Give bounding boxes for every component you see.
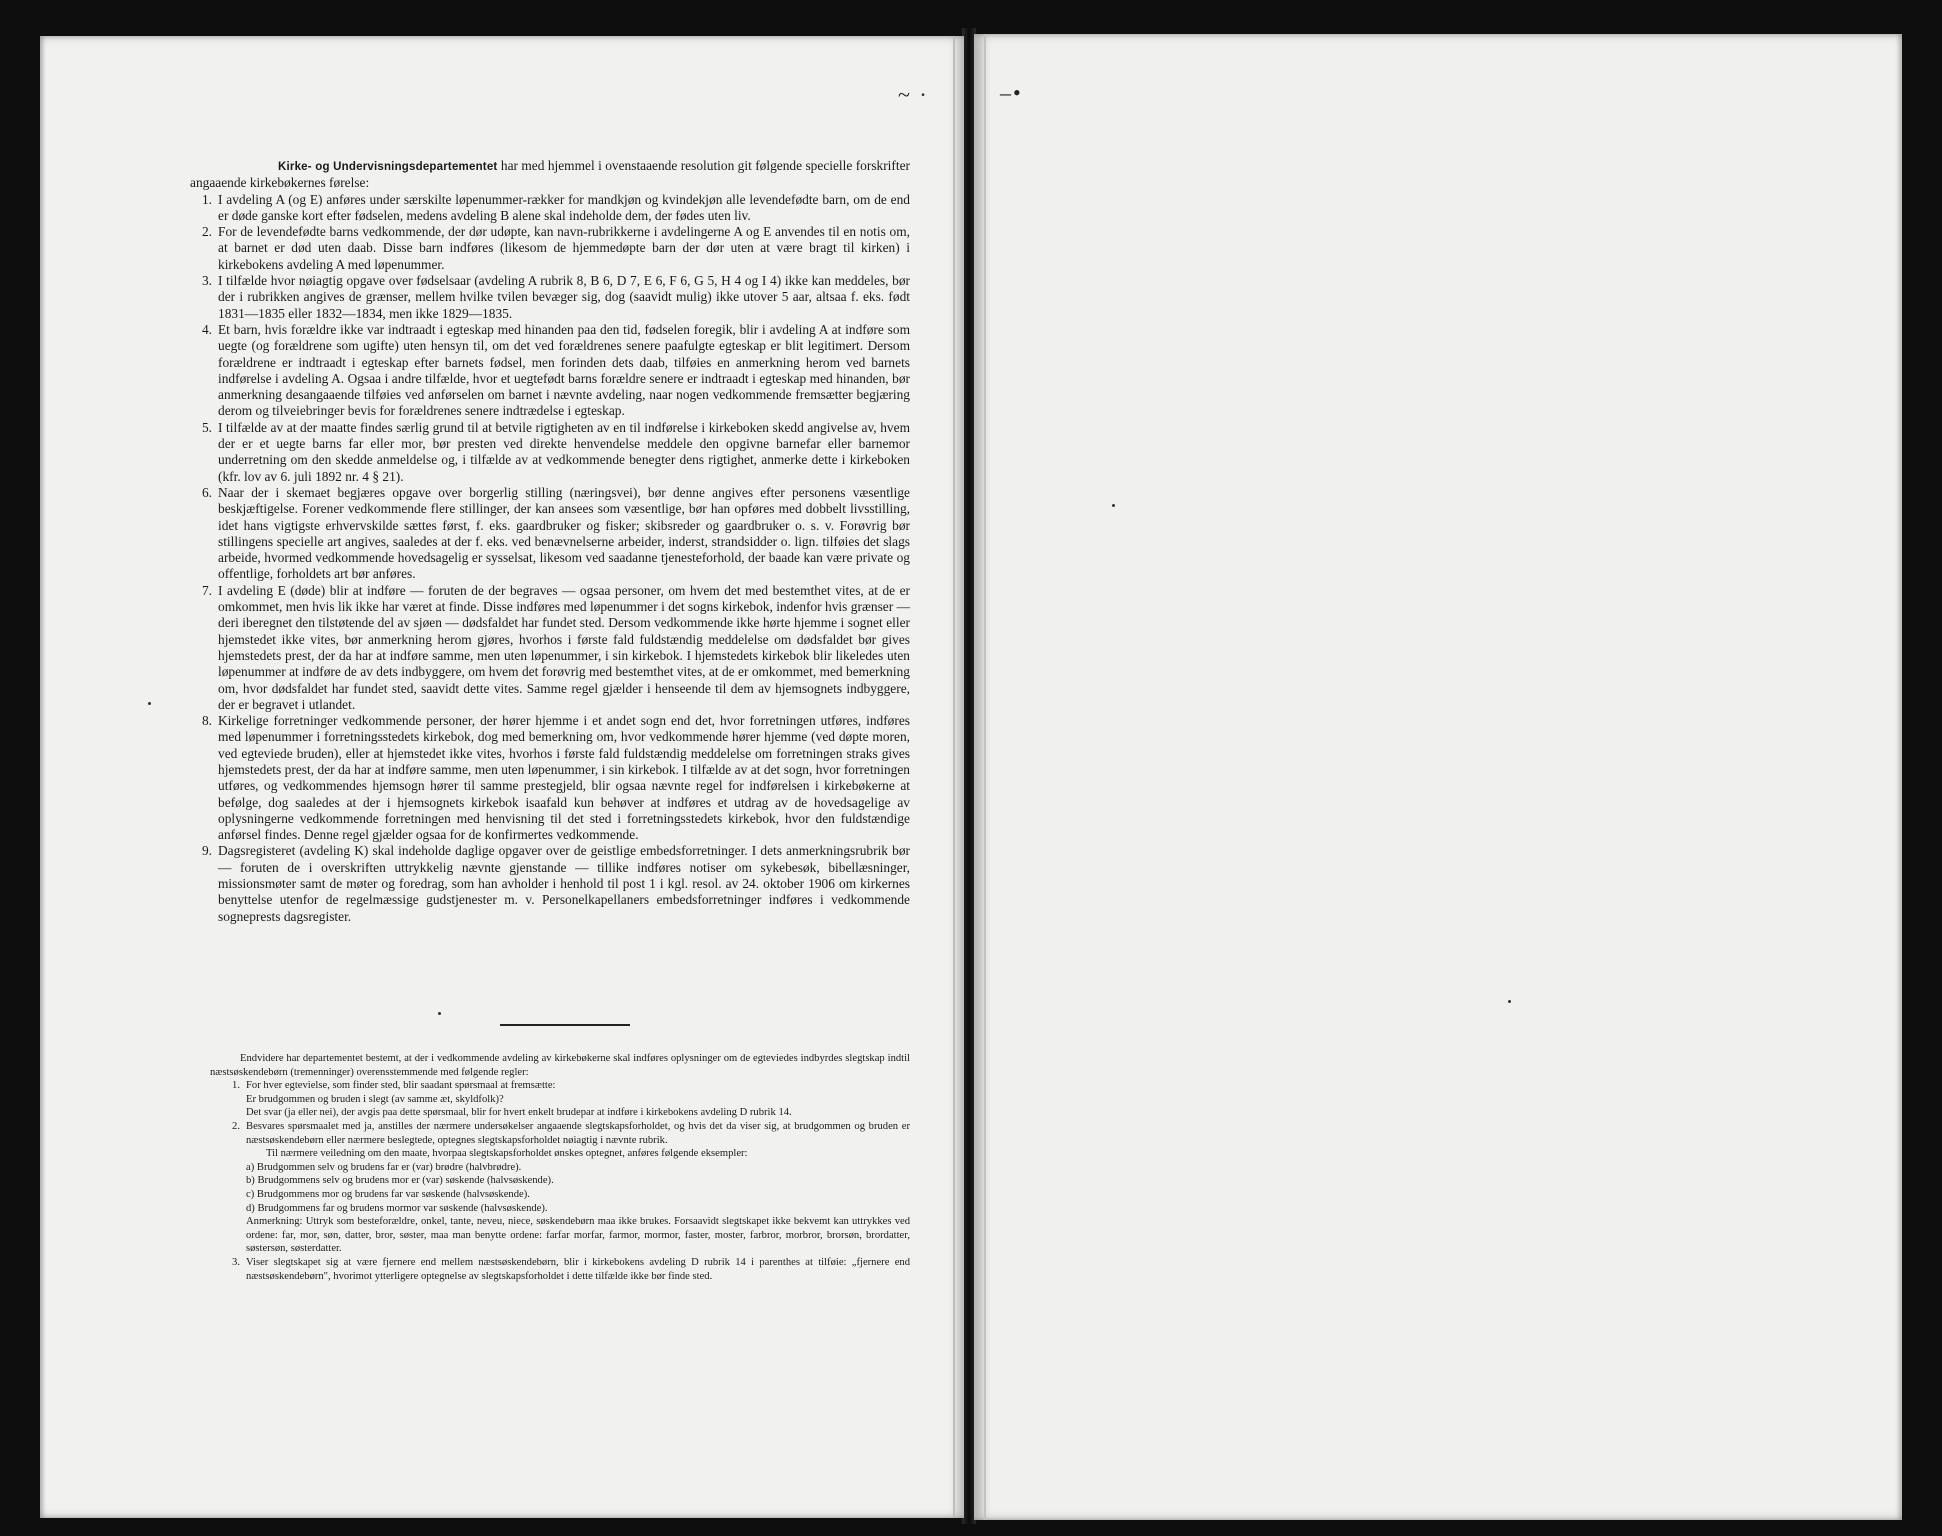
ink-mark: ~ · — [898, 82, 929, 107]
rule-number: 5. — [201, 419, 212, 435]
example-item: c) Brudgommens mor og brudens far var søskende (halvsøskende). — [246, 1188, 530, 1200]
rule-item — [190, 583, 910, 713]
rule-number: 2. — [232, 1120, 240, 1132]
rule-text: Naar der i skemaet begjæres opgave over borgerlig stilling (næringsvei), bør denne angives efter personens væsentlige beskjæftigelse. Forener vedkommende flere stillinger, der kan ansees som væsentlige, bør han opføres med dobbelt livsstilling, idet hans vigtigste erhvervskilde sættes først, f. eks. gaardbruker og fisker; skibsreder og gaardbruker o. s. v. Forøvrig bør stillingens specielle art angives, saaledes at der f. eks. ved benævnelserne arbeider, inderst, strandsidder o. lign. tilføies det slags arbeide, hvormed vedkommende hovedsagelig er sysselsat, likesom ved saadanne tjenesteforhold, der baade kan være private og offentlige, forholdets art bør anføres. — [218, 484, 910, 582]
regulations-text — [190, 158, 910, 925]
rule-number: 1. — [232, 1080, 240, 1092]
rule-item — [190, 273, 910, 322]
rule-number: 2. — [201, 224, 212, 240]
rule-number: 8. — [201, 713, 212, 729]
rule-number: 1. — [201, 191, 212, 207]
ink-blot: –• — [1000, 80, 1023, 105]
intro-paragraph — [190, 158, 910, 192]
rule-text: I avdeling A (og E) anføres under særskilte løpenummer-rækker for mandkjøn og kvindekjøn alle levendefødte barn, om de end er døde ganske kort efter fødselen, medens avdeling B alene skal indeholde dem, der fødes uten liv. — [218, 191, 910, 223]
rule-text: Besvares spørsmaalet med ja, anstilles der nærmere undersøkelser angaaende slegtskapsforholdet, og hvis det da viser sig, at brudgommen og bruden er næstsøskendebørn eller nærmere beslegtede, optegnes slegtskapsforholdet nøiagtig i nævnte rubrik. — [246, 1120, 910, 1146]
kinship-rule — [210, 1079, 910, 1093]
rule-text: Dagsregisteret (avdeling K) skal indeholde daglige opgaver over de geistlige embedsforretninger. I dets anmerkningsrubrik bør — foruten de i overskriften uttrykkelig nævnte gjenstande — tillike indføres notiser om sykebesøk, bibellæsninger, missionsmøter samt de møter og foredrag, som han avholder i henhold til post 1 i kgl. resol. av 24. oktober 1906 om kirkernes benyttelse utenfor de regelmæssige gudstjenester m. v. Personelkapellaners embedsforretninger indføres i vedkommende sogneprests dagsregister. — [218, 843, 910, 924]
rule-item — [190, 420, 910, 485]
rule-text: For de levendefødte barns vedkommende, der dør udøpte, kan navn-rubrikkerne i avdelingerne A og E anvendes til en notis om, at barnet er død uten daab. Disse barn indføres (likesom de hjemmedøpte barn der dør uten at være bragt til kirken) i kirkebokens avdeling A med løpenummer. — [218, 224, 910, 272]
right-page-edge — [984, 34, 986, 1520]
kinship-question: Er brudgommen og bruden i slegt (av samme æt, skyldfolk)? — [246, 1093, 504, 1105]
kinship-intro: Endvidere har departementet bestemt, at der i vedkommende avdeling av kirkebøkerne skal indføres oplysninger om de egteviedes indbyrdes slegtskap indtil næstsøskendebørn (tremenninger) overensstemmende med følgende regler: — [210, 1053, 910, 1078]
rule-text: I avdeling E (døde) blir at indføre — foruten de der begraves — ogsaa personer, om hvem det med bestemthet vites, at de er omkommet, men hvis lik ikke har været at finde. Disse indføres med løpenummer i det sogns kirkebok, indenfor hvis grænser — deri iberegnet den tilstøtende del av sjøen — dødsfaldet har fundet sted. Dersom vedkommende ikke hørte hjemme i sognet eller hjemstedet ikke vites, bør anmerkning herom gjøres, hvorhos i første fald fuldstændig meddelelse om dødsfaldet bør gives hjemstedets prest, der da har at indføre samme, men uten løpenummer, i sin kirkebok. I hjemstedets kirkebok blir likeledes uten løpenummer at indføre de av dets indbyggere, om hvem det forøvrig med bestemthet vites, at de er omkommet, med bemerkning om, hvor dødsfaldet har fundet sted, saavidt dette vites. Samme regel gjælder i henseende til dem av hjemsognets indbyggere, der er begravet i utlandet. — [218, 582, 910, 712]
ink-dot — [148, 702, 151, 705]
kinship-rule — [210, 1256, 910, 1283]
left-page-edge — [953, 36, 955, 1518]
ink-dot — [1508, 1000, 1511, 1003]
rule-item — [190, 713, 910, 843]
rule-number: 6. — [201, 484, 212, 500]
rule-text: Et barn, hvis forældre ikke var indtraadt i egteskap med hinanden paa den tid, fødselen foregik, blir i avdeling A at indføre som uegte (og forældrene som ugifte) uten hensyn til, om det ved forældrenes senere paafulgte egteskap er blit legitimert. Dersom forældrene er indtraadt i egteskap efter barnets fødsel, men forinden dets daab, tilføies en anmerkning herom ved barnets indførelse i avdeling A. Ogsaa i andre tilfælde, hvor et uegtefødt barns forældre senere er indtraadt i egteskap med hinanden, bør anmerkning desangaaende tilføies ved anførselen om barnet i nævnte avdeling, naar nogen vedkommende fremsætter begjæring derom og tilveiebringer bevis for forældrenes senere indtrædelse i egteskap. — [218, 321, 910, 419]
rule-text: I tilfælde hvor nøiagtig opgave over fødselsaar (avdeling A rubrik 8, B 6, D 7, E 6, F 6, G 5, H 4 og I 4) ikke kan meddeles, bør der i rubrikken angives de grænser, mellem hvilke tvilen bevæger sig, dog (saavidt mulig) ikke utover 5 aar, altsaa f. eks. født 1831—1835 eller 1832—1834, men ikke 1829—1835. — [218, 273, 910, 321]
right-page-blank — [974, 34, 1902, 1520]
section-divider — [500, 1024, 630, 1026]
rule-item — [190, 322, 910, 420]
example-item: b) Brudgommens selv og brudens mor er (var) søskende (halvsøskende). — [246, 1175, 554, 1187]
rule-text: Kirkelige forretninger vedkommende personer, der hører hjemme i et andet sogn end det, hvor forretningen utføres, indføres med løpenummer i forretningsstedets kirkebok, dog med bemerkning om, hvor vedkommende hører hjemme (ved døpte moren, ved egteviede bruden), eller at hjemstedet ikke vites, hvorhos i første fald fuldstændig meddelelse om forretningen straks gives hjemstedets prest, der da har at indføre samme, men uten løpenummer, i sin kirkebok. I tilfælde av at det sogn, hvor forretningen utføres, og vedkommendes hjemsogn hører til samme prestegjeld, blir ogsaa nævnte regel for indførelsen i kirkebøkerne at befølge, dog saaledes at der i hjemsognets kirkebok isaafald kun behøver at indføres et utdrag av de hovedsagelige av oplysningerne vedkommende forretningen med henvisning til det sted i forretningsstedets kirkebok, hvor den fuldstændige anførsel findes. Denne regel gjælder ogsaa for de konfirmertes vedkommende. — [218, 713, 910, 843]
rule-number: 3. — [201, 273, 212, 289]
rule-number: 3. — [232, 1256, 240, 1268]
intro-text: har med hjemmel i ovenstaaende resolution git følgende specielle forskrifter angaaende kirkebøkernes førelse: — [190, 158, 910, 191]
rule-item — [190, 843, 910, 924]
rule-number: 9. — [201, 843, 212, 859]
rule-item — [190, 485, 910, 583]
rule-item — [190, 224, 910, 273]
kinship-rule — [210, 1120, 910, 1147]
rule-item — [190, 192, 910, 225]
example-item: d) Brudgommens far og brudens mormor var søskende (halvsøskende). — [246, 1202, 548, 1214]
remark: Anmerkning: Uttryk som besteforældre, onkel, tante, neveu, niece, søskendebørn maa ikke brukes. Forsaavidt slegtskapet ikke bekvemt kan uttrykkes ved ordene: far, mor, søn, datter, bror, søster, maa man benytte ordene: farfar morfar, farmor, mormor, faster, moster, farbror, morbror, brorsøn, brordatter, søstersøn, søsterdatter. — [246, 1216, 910, 1255]
rule-text: For hver egtevielse, som finder sted, blir saadant spørsmaal at fremsætte: — [246, 1080, 556, 1092]
examples-lead: Til nærmere veiledning om den maate, hvorpaa slegtskapsforholdet ønskes optegnet, anføres følgende eksempler: — [266, 1148, 748, 1160]
rule-number: 4. — [201, 321, 212, 337]
rule-number: 7. — [201, 582, 212, 598]
ink-dot — [438, 1012, 441, 1015]
example-item: a) Brudgommen selv og brudens far er (var) brødre (halvbrødre). — [246, 1161, 522, 1173]
kinship-note: Det svar (ja eller nei), der avgis paa dette spørsmaal, blir for hvert enkelt brudepar at indføre i kirkebokens avdeling D rubrik 14. — [246, 1107, 792, 1119]
rule-text: I tilfælde av at der maatte findes særlig grund til at betvile rigtigheten av en til indførelse i kirkeboken skedd angivelse av, hvem der er et uegte barns far eller mor, bør presten ved direkte henvendelse meddele den opgivne barnefar eller barnemor underretning om den skedde anmeldelse og, i tilfælde av at vedkommende benegter dens rigtighet, anmerke dette i kirkeboken (kfr. lov av 6. juli 1892 nr. 4 § 21). — [218, 419, 910, 484]
kinship-regulations — [210, 1052, 910, 1283]
rule-text: Viser slegtskapet sig at være fjernere end mellem næstsøskendebørn, blir i kirkebokens avdeling D rubrik 14 i parenthes at tilføie: „fjernere end næstsøskendebørn", hvorimot ytterligere optegnelse av slegtskapsforholdet i dette tilfælde ikke bør finde sted. — [246, 1256, 910, 1282]
department-name: Kirke- og Undervisningsdepartementet — [278, 161, 498, 173]
ink-dot — [1112, 504, 1115, 507]
